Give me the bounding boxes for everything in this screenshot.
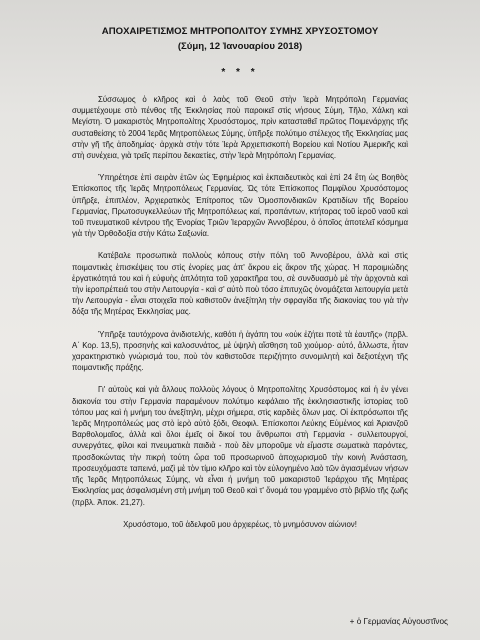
body-paragraph-1: Σύσσωμος ὁ κλῆρος καὶ ὁ λαὸς τοῦ Θεοῦ στὴν Ἱερὰ Μητρόπολη Γερμανίας συμμετέχουμε στὸ πένθος τῆς Ἐκκλησίας ποὺ παροικεῖ στὶς νήσους Σύμη, Τῆλο, Χάλκη καὶ Μεγίστη. Ὁ μακαριστὸς Μητροπολίτης Χρυσόστομος, πρὶν κατασταθεῖ πρῶτος Ποιμενάρχης τῆς συσταθείσης τὸ 2004 Ἱερᾶς Μητροπόλεως Σύμης, ὑπῆρξε πολύτιμο στέλεχος τῆς Ἐκκλησίας μας στὴν γῆ τῆς ἀποδημίας· ἀρχικὰ στὴν τότε Ἱερὰ Ἀρχιεπισκοπὴ Βορείου καὶ Νοτίου Ἀμερικῆς καὶ στὴ συνέχεια, γιὰ τρεῖς περίπου δεκαετίες, στὴν Ἱερὰ Μητρόπολη Γερμανίας. — [72, 95, 408, 161]
section-separator: * * * — [221, 67, 259, 78]
closing-line: Χρυσόστομο, τοῦ ἀδελφοῦ μου ἀρχιερέως, τὸ μνημόσυνον αἰώνιον! — [123, 519, 357, 529]
document-title: ΑΠΟΧΑΙΡΕΤΙΣΜΟΣ ΜΗΤΡΟΠΟΛΙΤΟΥ ΣΥΜΗΣ ΧΡΥΣΟΣΤΟΜΟΥ — [101, 26, 379, 37]
document-subtitle: (Σύμη, 12 Ἰανουαρίου 2018) — [177, 41, 303, 52]
body-paragraph-4: Ὑπῆρξε ταυτόχρονα ἀνιδιοτελής, καθότι ἡ ἀγάπη του «οὐκ ἐζήτει ποτὲ τὰ ἑαυτῆς» (πρβλ. Α΄ Κορ. 13,5), προσηνὴς καὶ καλοσυνάτος, μὲ ὑψηλὴ αἴσθηση τοῦ χιούμορ· αὐτό, ἄλλωστε, ἦταν χαρακτηριστικὸ γνώρισμά του, ποὺ τὸν καθιστοῦσε περιζήτητο συνομιλητὴ καὶ δεξιοτέχνη τῆς ποιμαντικῆς πράξης. — [72, 329, 408, 373]
body-paragraph-3: Κατέβαλε προσωπικὰ πολλοὺς κόπους στὴν πόλη τοῦ Ἀννοβέρου, ἀλλὰ καὶ στὶς ποιμαντικὲς ἐπισκέψεις του στὶς ἐνορίες μας ἀπ' ἄκρου εἰς ἄκρον τῆς χώρας. Ἡ παροιμιώδης ἐργατικότητά του καὶ ἡ εὐφυὴς ἁπλότητα τοῦ χαρακτῆρα του, σὲ συνδυασμὸ μὲ τὴν ἀρχοντιὰ καὶ τὴν ἱεροπρέπειά του στὴν Λειτουργία - καὶ σ' αὐτὸ ποὺ τόσο ἐπιτυχῶς ὀνομάζεται λειτουργία μετὰ τὴν Λειτουργία - εἶναι στοιχεῖα ποὺ καθιστοῦν ἀνεξίτηλη τὴν σφραγίδα τῆς διακονίας του γιὰ τὴν δόξα τῆς Μητέρας Ἐκκλησίας μας. — [72, 251, 408, 317]
body-paragraph-2: Ὑπηρέτησε ἐπὶ σειρὰν ἐτῶν ὡς Ἐφημέριος καὶ ἐκπαιδευτικὸς καὶ ἐπὶ 24 ἔτη ὡς Βοηθὸς Ἐπίσκοπος τῆς Ἱερᾶς Μητροπόλεως Γερμανίας. Ὡς τότε Ἐπίσκοπος Παμφίλου Χρυσόστομος ὑπῆρξε, ἐπιπλέον, Ἀρχιερατικὸς Ἐπίτροπος τῶν Ὁμοσπονδιακῶν Κρατιδίων τῆς Βορείου Γερμανίας, Πρωτοσυγκελλεύων τῆς Μητροπόλεως καί, προπάντων, κτήτορας τοῦ ἱεροῦ ναοῦ καὶ τοῦ πνευματικοῦ κέντρου τῆς Ἐνορίας Τριῶν Ἱεραρχῶν Ἀννοβέρου, ὁ ὁποῖος ἀποτελεῖ κόσμημα γιὰ τὴν Ὀρθοδοξία στὴν Κάτω Σαξωνία. — [72, 173, 408, 239]
signature-line: + ὁ Γερμανίας Αὐγουστῖνος — [349, 617, 448, 626]
body-paragraph-5: Γι' αὐτοὺς καὶ γιὰ ἄλλους πολλοὺς λόγους ὁ Μητροπολίτης Χρυσόστομος καὶ ἡ ἐν γένει διακονία του στὴν Γερμανία παραμένουν πολύτιμο κεφάλαιο τῆς ἐκκλησιαστικῆς ἱστορίας τοῦ τόπου μας καὶ ἡ μνήμη του ἀνεξίτηλη, μέχρι σήμερα, στὶς καρδιὲς ὅλων μας. Οἱ ἐκπρόσωποι τῆς Ἱερᾶς Μητροπόλεώς μας στὸ ἱερὸ αὐτὸ ξόδι, Θεοφιλ. Ἐπίσκοποι Λεύκης Εὐμένιος καὶ Ἀριανζοῦ Βαρθολομαῖος, ἀλλὰ καὶ ὅλοι ἐμεῖς οἱ δικοί του ἄνθρωποι στὴ Γερμανία - συλλειτουργοί, συνεργάτες, φίλοι καὶ πνευματικὰ παιδιὰ - ποὺ δὲν μποροῦμε νὰ εἴμαστε σωματικὰ παρόντες, προσδοκώντας τὴν πικρὴ τούτη ὥρα τοῦ προσωρινοῦ ἀποχωρισμοῦ τὴν κοινὴ Ἀνάσταση, προσευχόμαστε ταπεινά, μαζὶ μὲ τὸν τίμιο κλῆρο καὶ τὸν εὐλογημένο λαὸ τῶν ἁγιασμένων νήσων τῆς Ἱερᾶς Μητροπόλεως Σύμης, νὰ εἶναι ἡ μνήμη τοῦ μακαριστοῦ Ἱεράρχου τῆς Μητέρας Ἐκκλησίας μας ἀσφαλισμένη στὴ μνήμη τοῦ Θεοῦ καὶ τ' ὄνομά του γραμμένο στὸ βιβλίο τῆς ζωῆς (πρβλ. Ἀποκ. 21,27). — [72, 385, 408, 507]
